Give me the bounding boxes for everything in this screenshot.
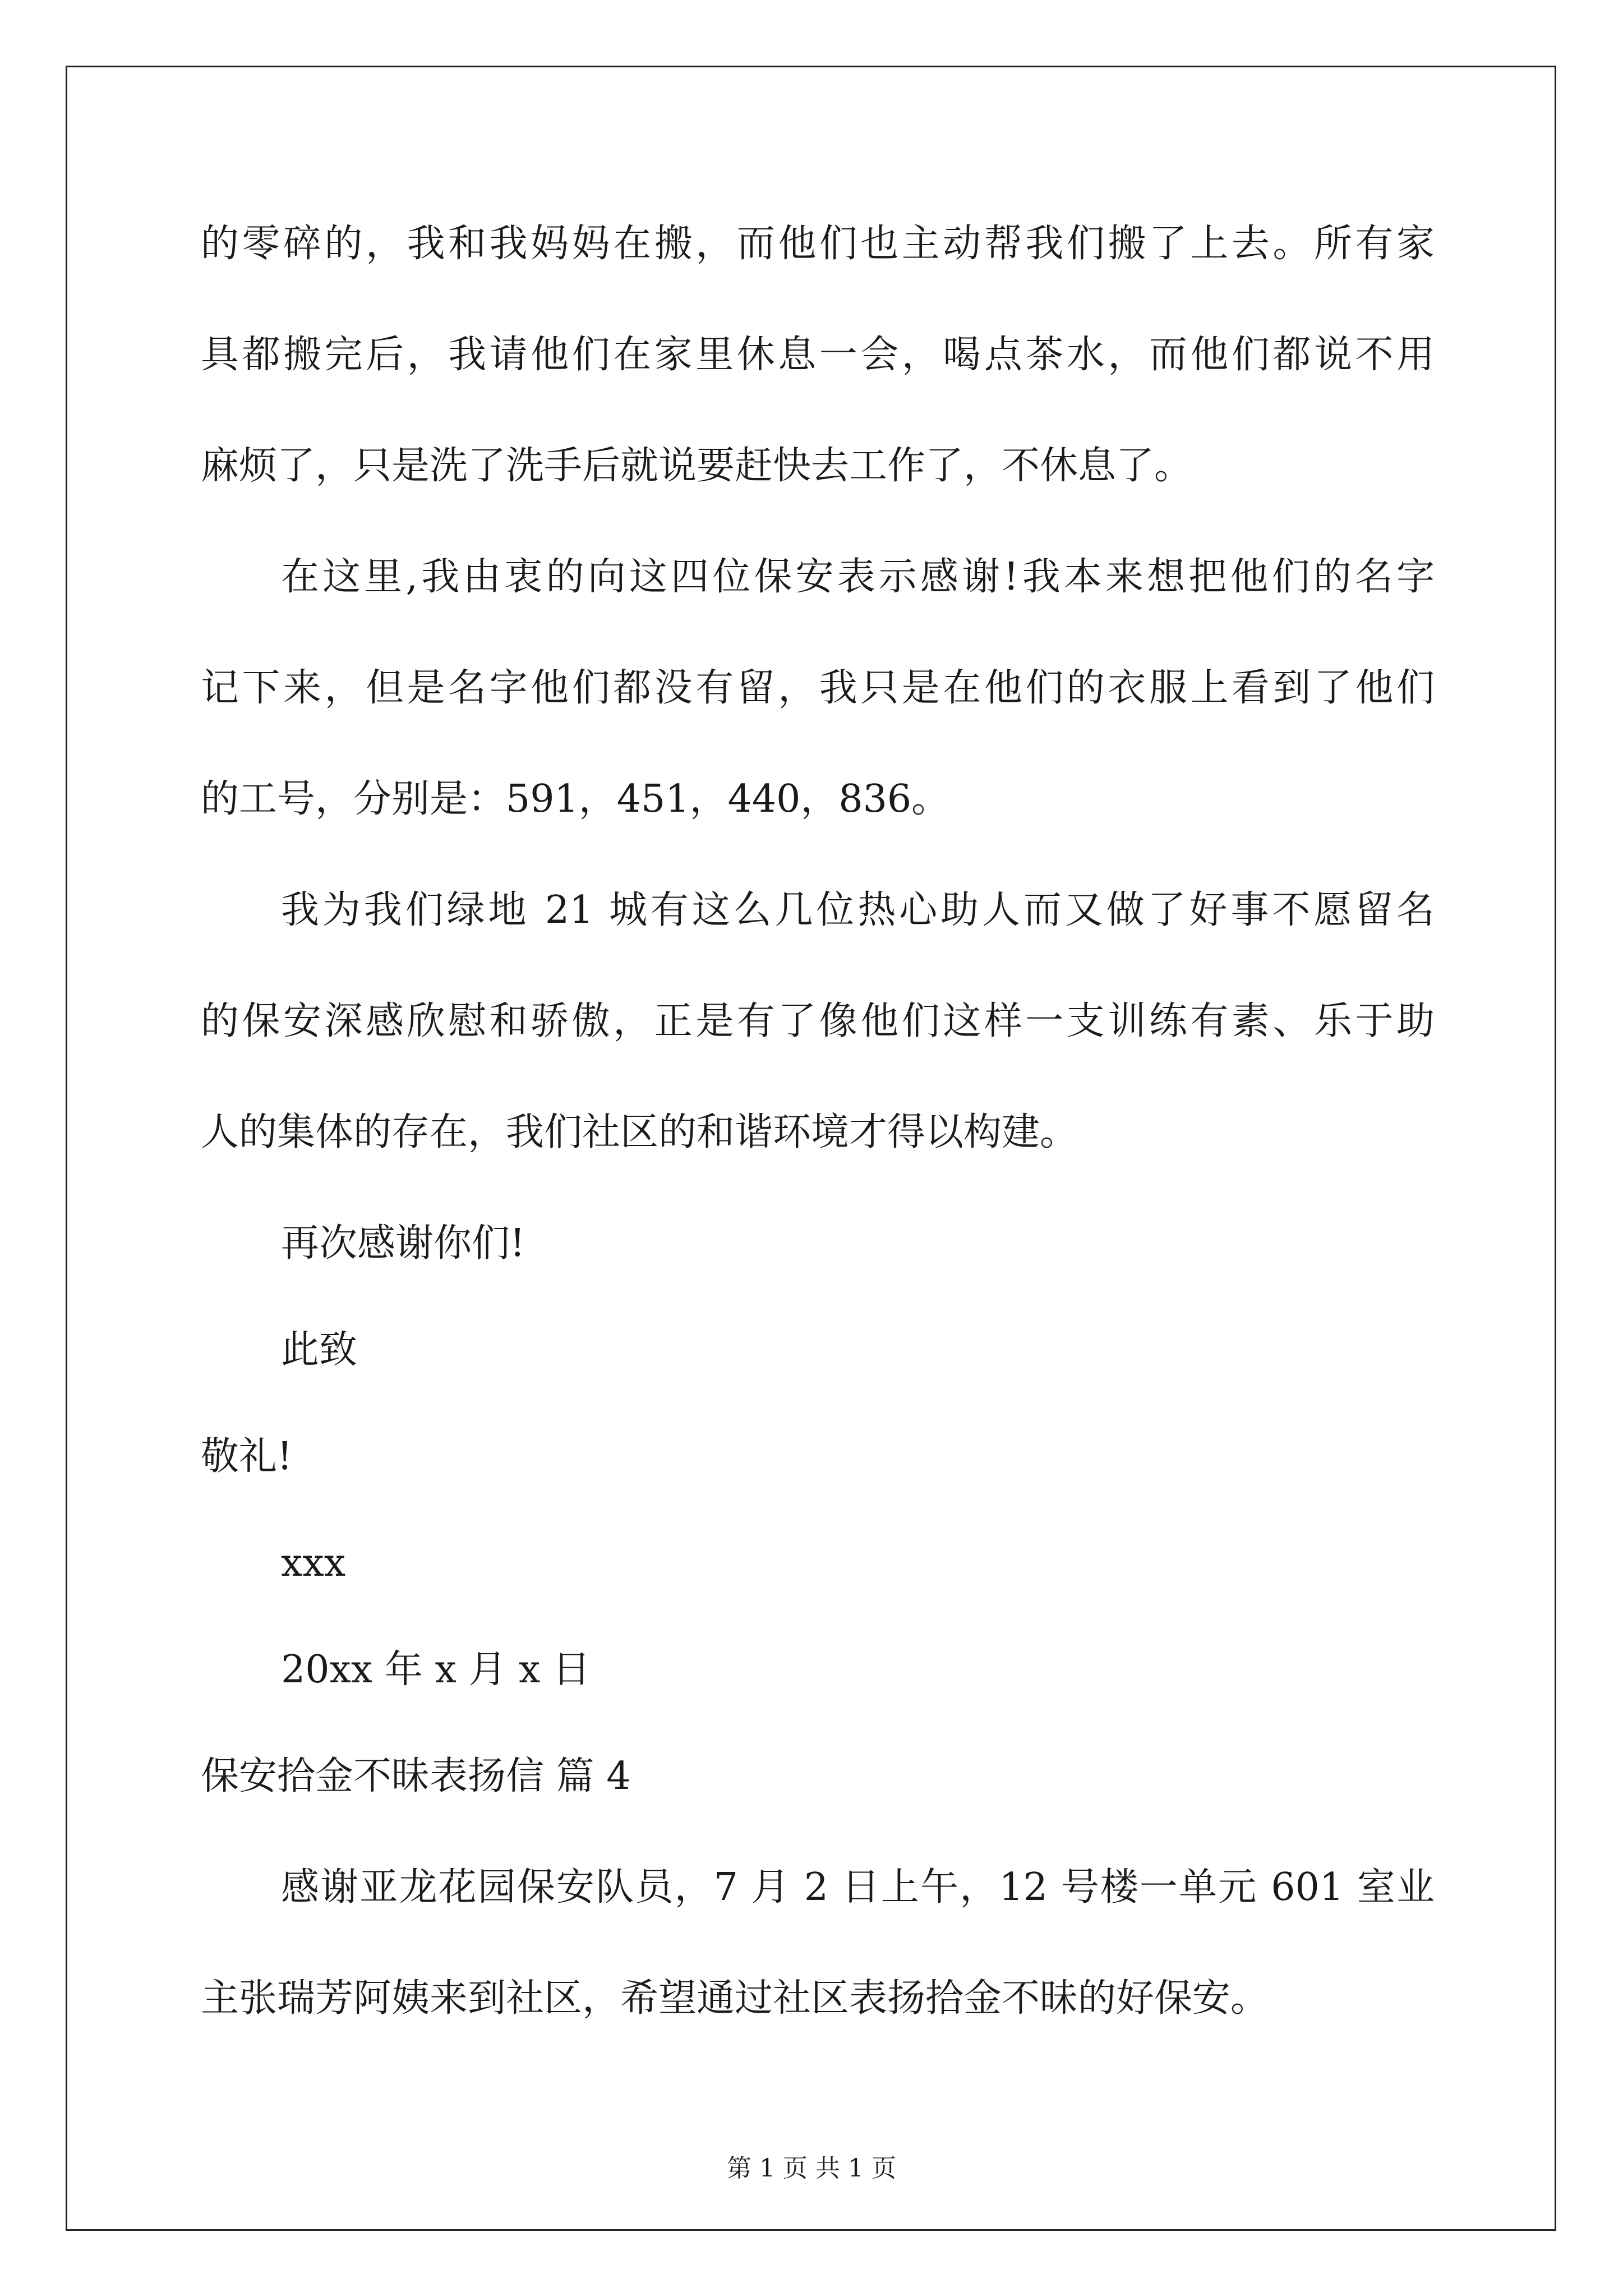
closing-thanks: 再次感谢你们! <box>281 1221 525 1266</box>
paragraph-line: 我为我们绿地 21 城有这么几位热心助人而又做了好事不愿留名 <box>281 888 1435 932</box>
salutation-jingli: 敬礼! <box>201 1434 293 1479</box>
paragraph-line: 感谢亚龙花园保安队员，7 月 2 日上午，12 号楼一单元 601 室业 <box>281 1865 1435 1910</box>
paragraph-line: 的保安深感欣慰和骄傲，正是有了像他们这样一支训练有素、乐于助 <box>201 999 1435 1043</box>
document-body <box>201 218 1435 2025</box>
page-footer: 第 1 页 共 1 页 <box>727 2154 896 2183</box>
paragraph-line: 具都搬完后，我请他们在家里休息一会，喝点茶水，而他们都说不用 <box>201 333 1435 377</box>
paragraph-line: 人的集体的存在，我们社区的和谐环境才得以构建。 <box>201 1110 1078 1154</box>
paragraph-line: 在这里,我由衷的向这四位保安表示感谢!我本来想把他们的名字 <box>281 555 1435 599</box>
paragraph-line: 记下来，但是名字他们都没有留，我只是在他们的衣服上看到了他们 <box>201 666 1435 710</box>
salutation-cizhi: 此致 <box>281 1328 358 1372</box>
paragraph-line: 的零碎的，我和我妈妈在搬，而他们也主动帮我们搬了上去。所有家 <box>201 222 1435 266</box>
section-heading: 保安拾金不昧表扬信 篇 4 <box>201 1754 631 1798</box>
signature: xxx <box>281 1541 346 1585</box>
letter-date: 20xx 年 x 月 x 日 <box>281 1648 591 1692</box>
paragraph-line: 麻烦了，只是洗了洗手后就说要赶快去工作了，不休息了。 <box>201 444 1193 488</box>
paragraph-line: 的工号，分别是：591，451，440，836。 <box>201 777 950 821</box>
paragraph-line: 主张瑞芳阿姨来到社区，希望通过社区表扬拾金不昧的好保安。 <box>201 1976 1269 2021</box>
